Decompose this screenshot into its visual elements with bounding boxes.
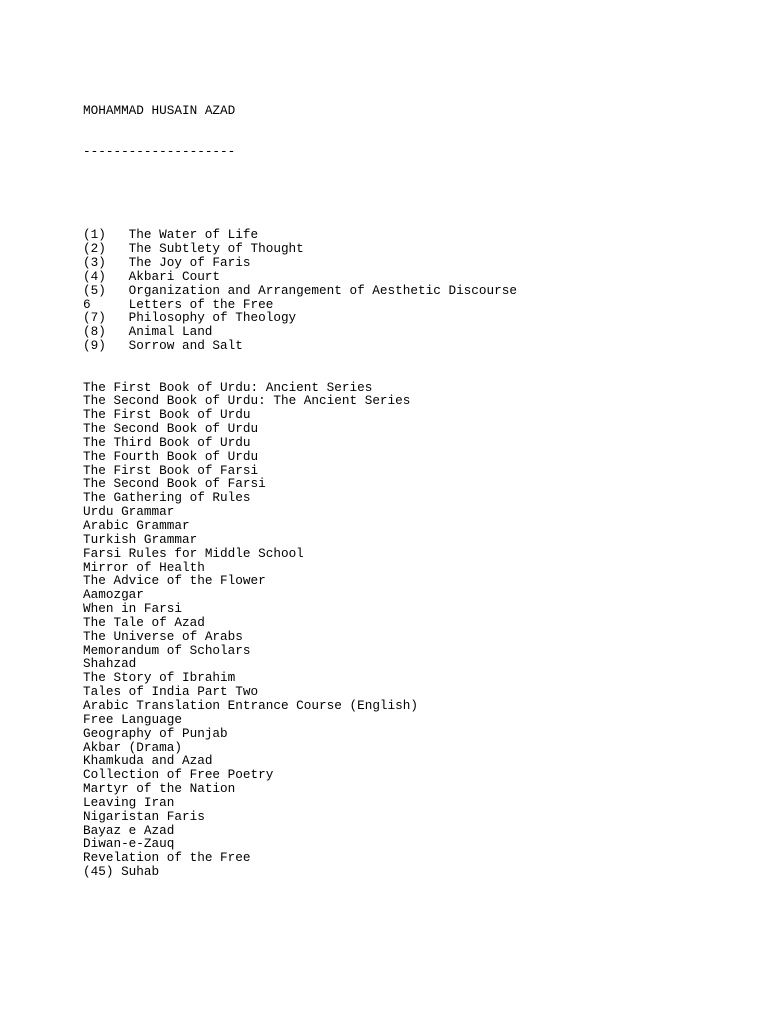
blank-line [83, 187, 517, 201]
numbered-work-item [83, 325, 517, 339]
work-item: Arabic Grammar [83, 518, 190, 533]
other-works-list [83, 381, 517, 879]
item-marker: (3) [83, 254, 106, 270]
document-body [83, 76, 517, 893]
title-underline: -------------------- [83, 144, 236, 160]
work-item: Arabic Translation Entrance Course (English) [83, 697, 419, 713]
numbered-work-item [83, 270, 517, 284]
work-item: Farsi Rules for Middle School [83, 545, 304, 561]
item-title: The Water of Life [128, 227, 259, 243]
work-item: Collection of Free Poetry [83, 767, 274, 783]
work-item: (45) Suhab [83, 864, 160, 880]
work-item: The First Book of Urdu: Ancient Series [83, 379, 373, 395]
work-item: When in Farsi [83, 601, 182, 617]
work-item: The Gathering of Rules [83, 490, 251, 506]
work-item: Shahzad [83, 656, 137, 672]
item-title: Philosophy of Theology [128, 310, 297, 326]
item-marker: (2) [83, 241, 106, 257]
work-item: The Story of Ibrahim [83, 670, 236, 686]
numbered-work-item [83, 256, 517, 270]
item-marker: (5) [83, 282, 106, 298]
numbered-work-item [83, 284, 517, 298]
numbered-work-item [83, 298, 517, 312]
work-item: Memorandum of Scholars [83, 642, 251, 658]
item-title: The Subtlety of Thought [128, 241, 304, 257]
numbered-work-item [83, 242, 517, 256]
work-item: Geography of Punjab [83, 725, 228, 741]
work-item: Tales of India Part Two [83, 684, 259, 700]
work-item: The Second Book of Urdu [83, 421, 259, 437]
work-item: The Advice of the Flower [83, 573, 266, 589]
item-title: Sorrow and Salt [128, 338, 243, 354]
work-item: The Universe of Arabs [83, 628, 243, 644]
numbered-work-item [83, 311, 517, 325]
work-item: Revelation of the Free [83, 850, 251, 866]
work-item: Martyr of the Nation [83, 781, 236, 797]
item-marker: (8) [83, 324, 106, 340]
work-item: Mirror of Health [83, 559, 205, 575]
numbered-work-item [83, 339, 517, 353]
work-item: The Fourth Book of Urdu [83, 448, 259, 464]
work-item: Leaving Iran [83, 794, 175, 810]
work-item: The First Book of Farsi [83, 462, 259, 478]
item-title: Akbari Court [128, 268, 221, 284]
work-item: The Second Book of Urdu: The Ancient Series [83, 393, 411, 409]
work-item: Turkish Grammar [83, 531, 198, 547]
item-marker: 6 [83, 296, 91, 312]
work-item: Free Language [83, 711, 182, 727]
numbered-work-item [83, 228, 517, 242]
item-title: Organization and Arrangement of Aesthetic Discourse [128, 282, 517, 298]
work-item: Diwan-e-Zauq [83, 836, 175, 852]
item-marker: (4) [83, 268, 106, 284]
work-item: The Third Book of Urdu [83, 434, 251, 450]
item-marker: (9) [83, 338, 106, 354]
work-item: Bayaz e Azad [83, 822, 175, 838]
work-item: Aamozgar [83, 587, 144, 603]
work-item: Khamkuda and Azad [83, 753, 213, 769]
item-marker: (7) [83, 310, 106, 326]
item-marker: (1) [83, 227, 106, 243]
work-item: The First Book of Urdu [83, 407, 251, 423]
item-title: Animal Land [128, 324, 213, 340]
work-item: The Tale of Azad [83, 614, 205, 630]
item-title: The Joy of Faris [128, 254, 251, 270]
document-title: MOHAMMAD HUSAIN AZAD [83, 102, 236, 118]
numbered-works-list [83, 228, 517, 353]
work-item: Urdu Grammar [83, 504, 175, 520]
work-item: Akbar (Drama) [83, 739, 182, 755]
item-title: Letters of the Free [128, 296, 274, 312]
work-item: The Second Book of Farsi [83, 476, 266, 492]
work-item: Nigaristan Faris [83, 808, 205, 824]
